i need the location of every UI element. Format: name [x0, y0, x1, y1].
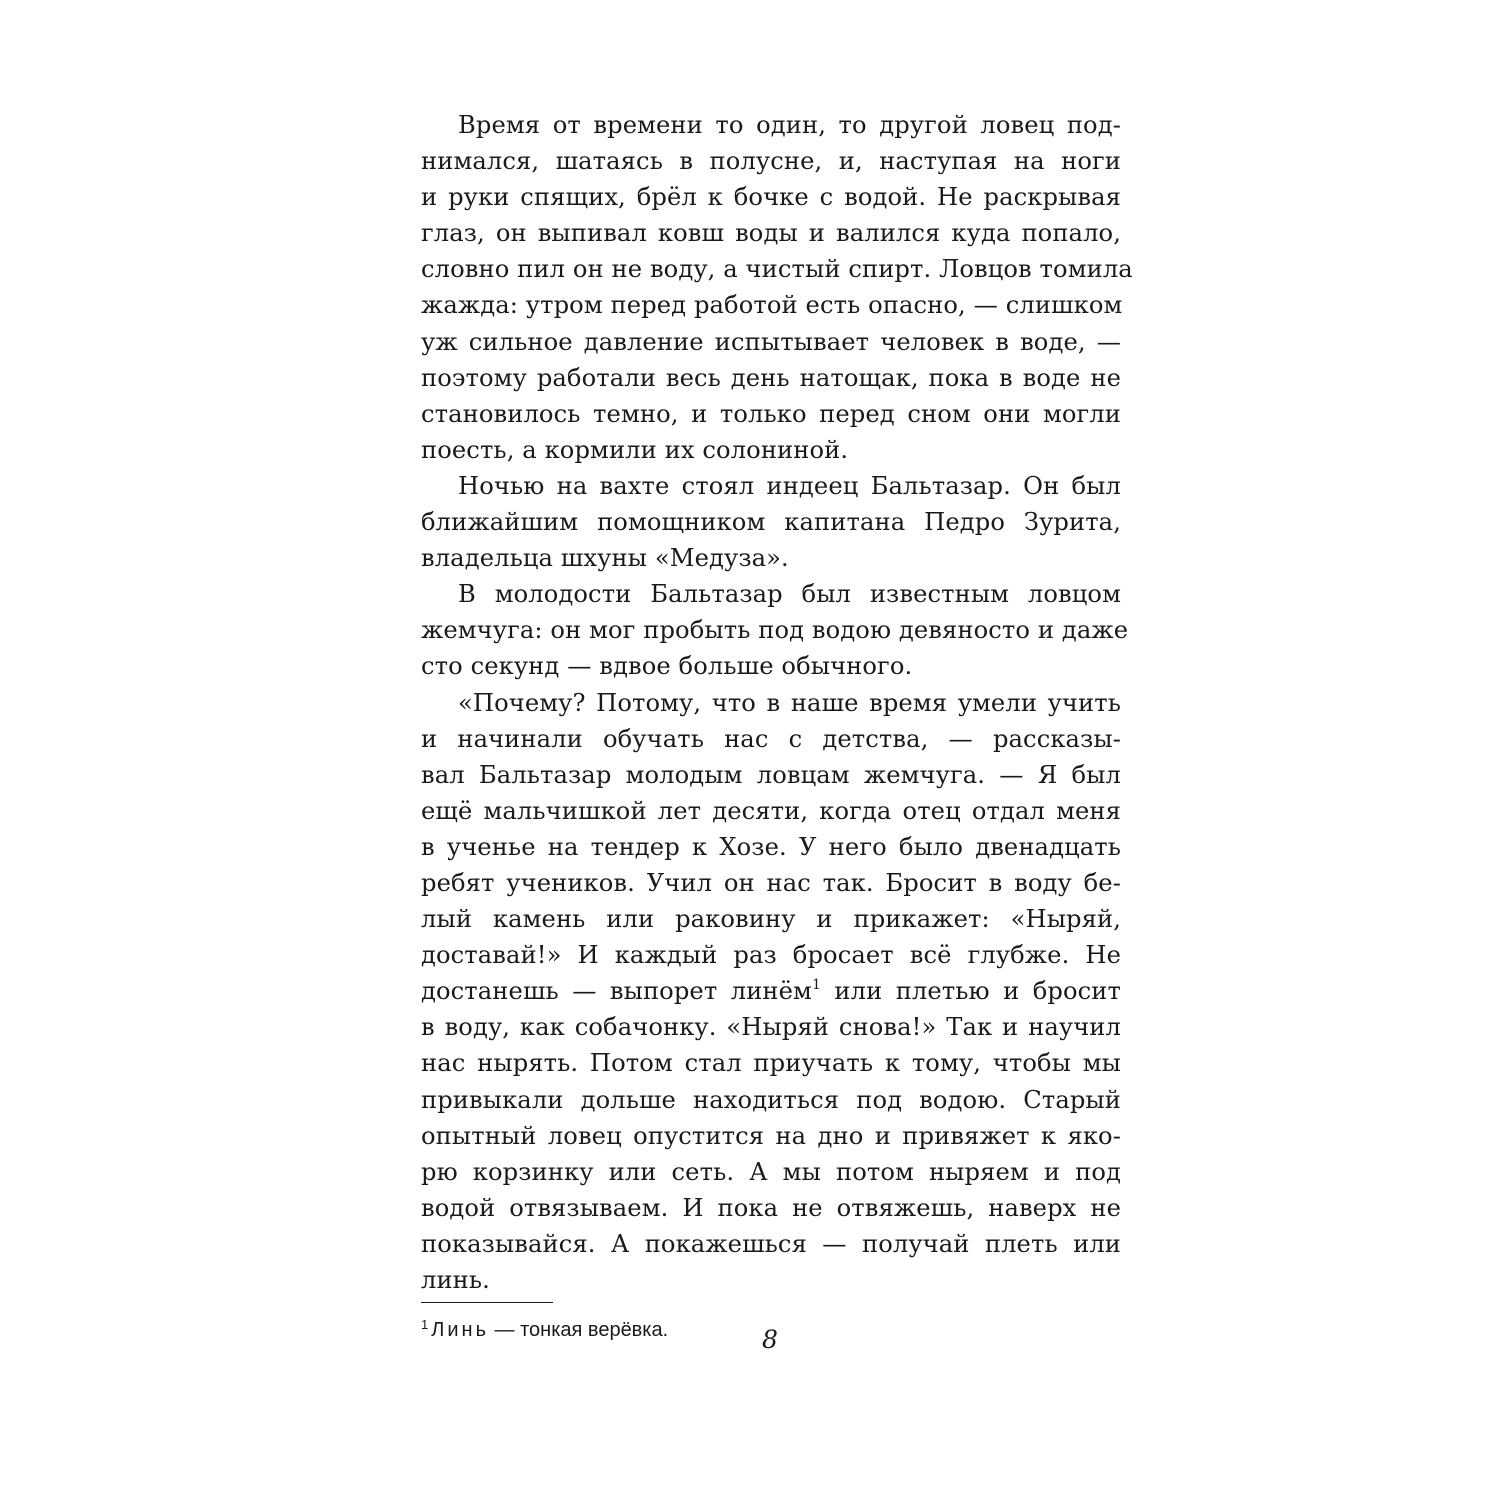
footnote-marker: 1 — [421, 1317, 429, 1332]
body-text — [421, 107, 1133, 1298]
text-line: поесть, а кормили их солониной. — [421, 435, 849, 464]
text-line: жемчуга: он мог пробыть под водою девяносто и даже — [421, 616, 1129, 645]
text-line: сто секунд — вдвое больше обычного. — [421, 652, 913, 681]
text-line: вал Бальтазар молодым ловцам жемчуга. — Я был — [421, 760, 1121, 789]
text-line: становилось темно, и только перед сном они могли — [421, 399, 1121, 428]
text-line: ещё мальчишкой лет десяти, когда отец отдал меня — [421, 796, 1121, 825]
text-line: ближайшим помощником капитана Педро Зурита, — [421, 508, 1121, 537]
text-line: жажда: утром перед работой есть опасно, — слишком — [421, 291, 1123, 320]
text-line: нас нырять. Потом стал приучать к тому, чтобы мы — [421, 1049, 1121, 1078]
text-line: Время от времени то один, то другой ловец под- — [458, 111, 1121, 139]
text-line: нимался, шатаясь в полусне, и, наступая на ноги — [421, 147, 1121, 176]
text-line: опытный ловец опустится на дно и привяжет к яко- — [421, 1121, 1121, 1150]
text-line: ребят учеников. Учил он нас так. Бросит в воду бе- — [421, 868, 1121, 897]
text-line: глаз, он выпивал ковш воды и валился куда попало, — [421, 219, 1121, 248]
text-segment: или плетью и бросит — [820, 977, 1121, 1006]
footnote-divider — [421, 1302, 553, 1303]
text-line: в воду, как собачонку. «Ныряй снова!» Так и научил — [421, 1013, 1121, 1042]
text-line: рю корзинку или сеть. А мы потом ныряем и под — [421, 1157, 1121, 1186]
text-line: доставай!» И каждый раз бросает всё глубже. Не — [421, 941, 1121, 970]
text-segment: достанешь — выпорет линём — [421, 977, 812, 1006]
text-line: показывайся. А покажешься — получай плеть или — [421, 1229, 1121, 1258]
text-line: водой отвязываем. И пока не отвяжешь, наверх не — [421, 1193, 1121, 1222]
text-line: лый камень или раковину и прикажет: «Ныряй, — [421, 905, 1121, 934]
text-line: Ночью на вахте стоял индеец Бальтазар. Он был — [458, 471, 1121, 500]
text-line: словно пил он не воду, а чистый спирт. Ловцов томила — [421, 255, 1133, 284]
text-line: уж сильное давление испытывает человек в воде, — — [421, 327, 1121, 356]
footnote-reference[interactable]: 1 — [811, 977, 821, 994]
footnote-definition: — тонкая верёвка. — [489, 1319, 669, 1341]
text-line: линь. — [421, 1266, 490, 1294]
text-line: привыкали дольше находиться под водою. Старый — [421, 1085, 1121, 1114]
text-line: поэтому работали весь день натощак, пока в воде не — [421, 363, 1121, 392]
footnote-term: Линь — [431, 1319, 489, 1341]
text-line: и начинали обучать нас с детства, — рассказы- — [421, 724, 1121, 753]
text-line: владельца шхуны «Медуза». — [421, 544, 789, 573]
text-line: и руки спящих, брёл к бочке с водой. Не раскрывая — [421, 183, 1121, 212]
text-line: В молодости Бальтазар был известным ловцом — [458, 580, 1121, 609]
text-line: «Почему? Потому, что в наше время умели учить — [458, 688, 1121, 717]
text-line: в ученье на тендер к Хозе. У него было двенадцать — [421, 832, 1121, 861]
text-line-with-note — [421, 973, 1121, 1009]
page-number: 8 — [762, 1325, 778, 1354]
